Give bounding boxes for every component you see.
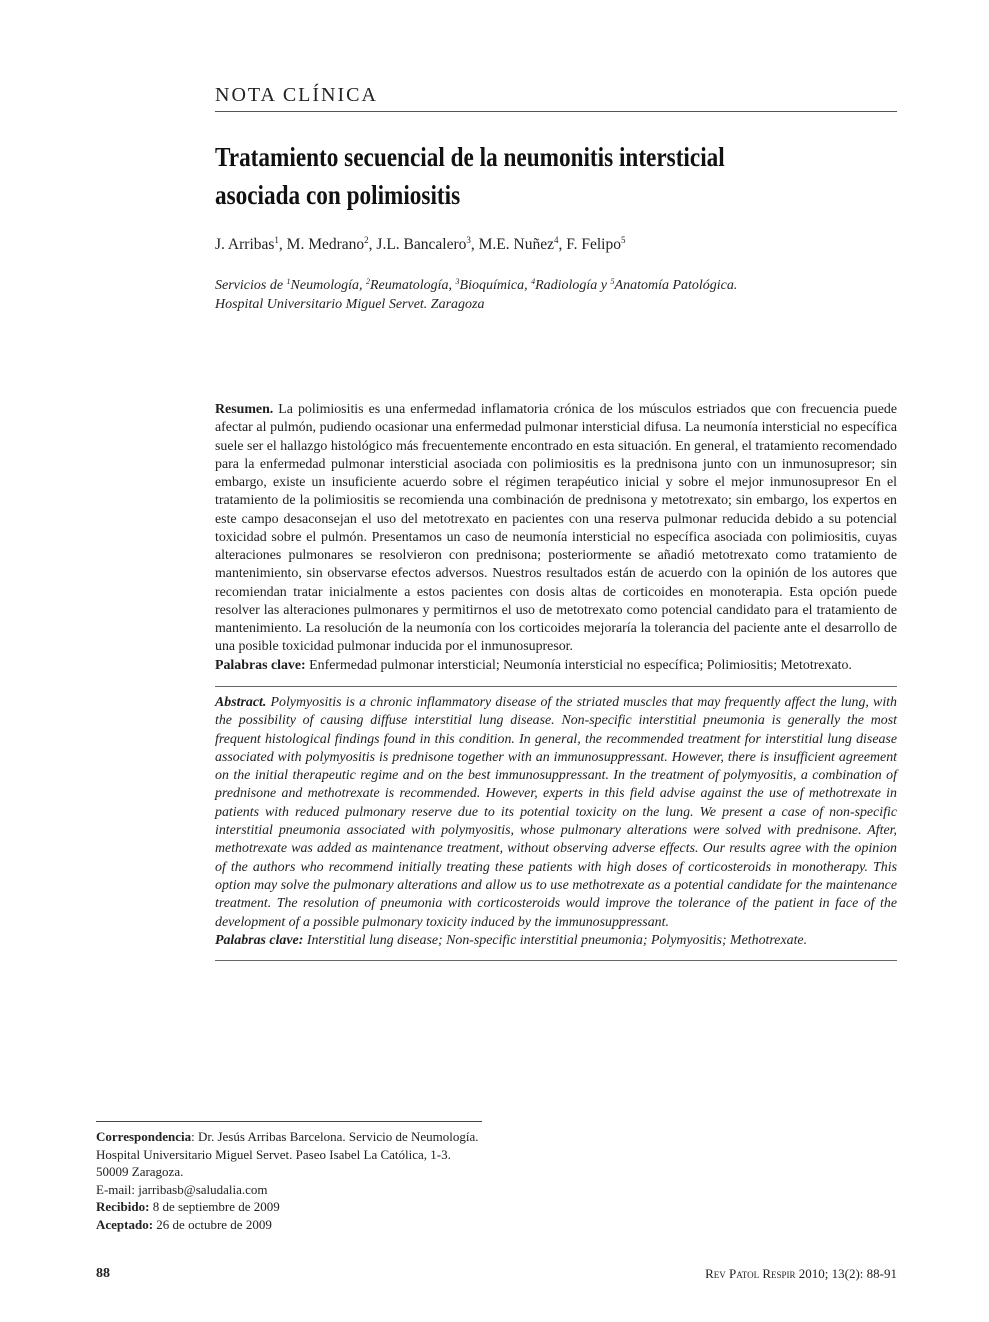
citation-text: 2010; 13(2): 88-91: [795, 1266, 897, 1281]
author: M.E. Nuñez$^4$,: [478, 235, 567, 253]
abstract-label: Abstract.: [215, 695, 267, 710]
correspondence-label: Correspondencia: [96, 1129, 192, 1144]
author: J.L. Bancalero$^3$,: [376, 235, 479, 253]
resumen-paragraph: [215, 401, 897, 657]
author: F. Felipo$^5$: [566, 235, 626, 253]
abstract-keywords: [215, 932, 897, 950]
journal-citation: [705, 1266, 897, 1282]
keywords-text: Enfermedad pulmonar intersticial; Neumonía intersticial no específica; Polimiositis; Metotrexato.: [309, 657, 852, 673]
correspondence-block: [96, 1128, 486, 1233]
resumen-label: Resumen.: [215, 402, 274, 417]
keywords-label: Palabras clave:: [215, 932, 304, 948]
affiliations: [215, 272, 737, 314]
title-line-1: Tratamiento secuencial de la neumonitis intersticial: [215, 142, 725, 172]
author: M. Medrano$^2$,: [286, 235, 377, 253]
correspondence-line: [96, 1128, 486, 1181]
resumen-block: [215, 401, 897, 675]
correspondence-email: E-mail: jarribasb@saludalia.com: [96, 1181, 268, 1197]
affiliation-line-2: Hospital Universitario Miguel Servet. Zaragoza: [215, 297, 485, 312]
author: J. Arribas$^1$,: [215, 235, 287, 253]
author-list: [215, 235, 625, 254]
footnote-rule: [96, 1121, 482, 1122]
keywords-text: Interstitial lung disease; Non-specific interstitial pneumonia; Polymyositis; Methotrexate.: [306, 932, 808, 948]
page-number: 88: [96, 1266, 110, 1281]
abstract-paragraph: [215, 694, 897, 932]
resumen-text: La polimiositis es una enfermedad inflamatoria crónica de los músculos estriados que con frecuencia puede afectar al pulmón, pudiendo ocasionar una enfermedad pulmonar intersticial difusa. La neumonía intersticial no específica suele ser el hallazgo histológico más frecuentemente encontrado en esta situación. En general, el tratamiento recomendado para la enfermedad pulmonar intersticial asociada con polimiositis es la prednisona junto con un inmunosupresor; sin embargo, existe un insuficiente acuerdo sobre el régimen terapéutico inicial y sobre el mejor inmunosupresor En el tratamiento de la polimiositis se recomienda una combinación de prednisona y metotrexato; sin embargo, los expertos en este campo desaconsejan el uso del metotrexato en pacientes con una reserva pulmonar reducida debido a su potencial toxicidad sobre el pulmón. Presentamos un caso de neumonía intersticial no específica asociada con polimiositis, cuyas alteraciones pulmonares se resolvieron con prednisona; posteriormente se añadió metotrexato como tratamiento de mantenimiento, sin observarse efectos adversos. Nuestros resultados están de acuerdo con la opinión de los autores que recomiendan tratar inicialmente a estos pacientes con dosis altas de corticoides en monoterapia. Esta opción puede resolver las alteraciones pulmonares y permitirnos el uso de metotrexato como potencial candidato para el tratamiento de mantenimiento. La resolución de la neumonía con los corticoides mejoraría la tolerancia del paciente ante el desarrollo de una posible toxicidad pulmonar inducida por el inmunosupresor.: [215, 402, 897, 655]
accepted-line: Aceptado: 26 de octubre de 2009: [96, 1216, 272, 1232]
affiliation-line-1: Servicios de $^1$Neumología, $^2$Reumatología, $^3$Bioquímica, $^4$Radiología y $^5$Anatomía Patológica.: [215, 277, 738, 293]
header-rule: [215, 111, 897, 112]
section-label: NOTA CLÍNICA: [215, 84, 378, 106]
abstract-bottom-rule: [215, 960, 897, 961]
title-line-2: asociada con polimiositis: [215, 180, 461, 210]
abstract-top-rule: [215, 686, 897, 687]
abstract-block: [215, 694, 897, 950]
correspondence-text: : Dr. Jesús Arribas Barcelona. Servicio de Neumología. Hospital Universitario Miguel Servet. Paseo Isabel La Católica, 1-3. 50009 Zaragoza.: [96, 1129, 479, 1179]
article-title: [215, 138, 802, 214]
keywords-label: Palabras clave:: [215, 657, 306, 673]
abstract-text: Polymyositis is a chronic inflammatory disease of the striated muscles that may frequently affect the lung, with the possibility of causing diffuse interstitial lung disease. Non-specific interstitial pneumonia is generally the most frequent histological findings found in this condition. In general, the recommended treatment for interstitial lung disease associated with polymyositis is prednisone together with an immunosuppressant. However, there is insufficient agreement on the initial therapeutic regime and on the best immunosuppressant. In the treatment of polymyositis, a combination of prednisone and methotrexate is recommended. However, experts in this field advise against the use of methotrexate in patients with reduced pulmonary reserve due to its potential toxicity on the lung. We present a case of non-specific interstitial pneumonia associated with polymyositis, whose pulmonary alterations were solved with prednisone. After, methotrexate was added as maintenance treatment, without observing adverse effects. Our results agree with the opinion of the authors who recommend initially treating these patients with high doses of corticosteroids in monotherapy. This option may solve the pulmonary alterations and allow us to use methotrexate as a potential candidate for the maintenance treatment. The resolution of pneumonia with corticosteroids would improve the tolerance of the patient in face of the development of a possible pulmonary toxicity induced by the immunosuppressant.: [215, 695, 897, 930]
resumen-keywords: [215, 657, 897, 675]
received-line: Recibido: 8 de septiembre de 2009: [96, 1199, 280, 1214]
journal-name: Rev Patol Respir: [705, 1266, 796, 1281]
